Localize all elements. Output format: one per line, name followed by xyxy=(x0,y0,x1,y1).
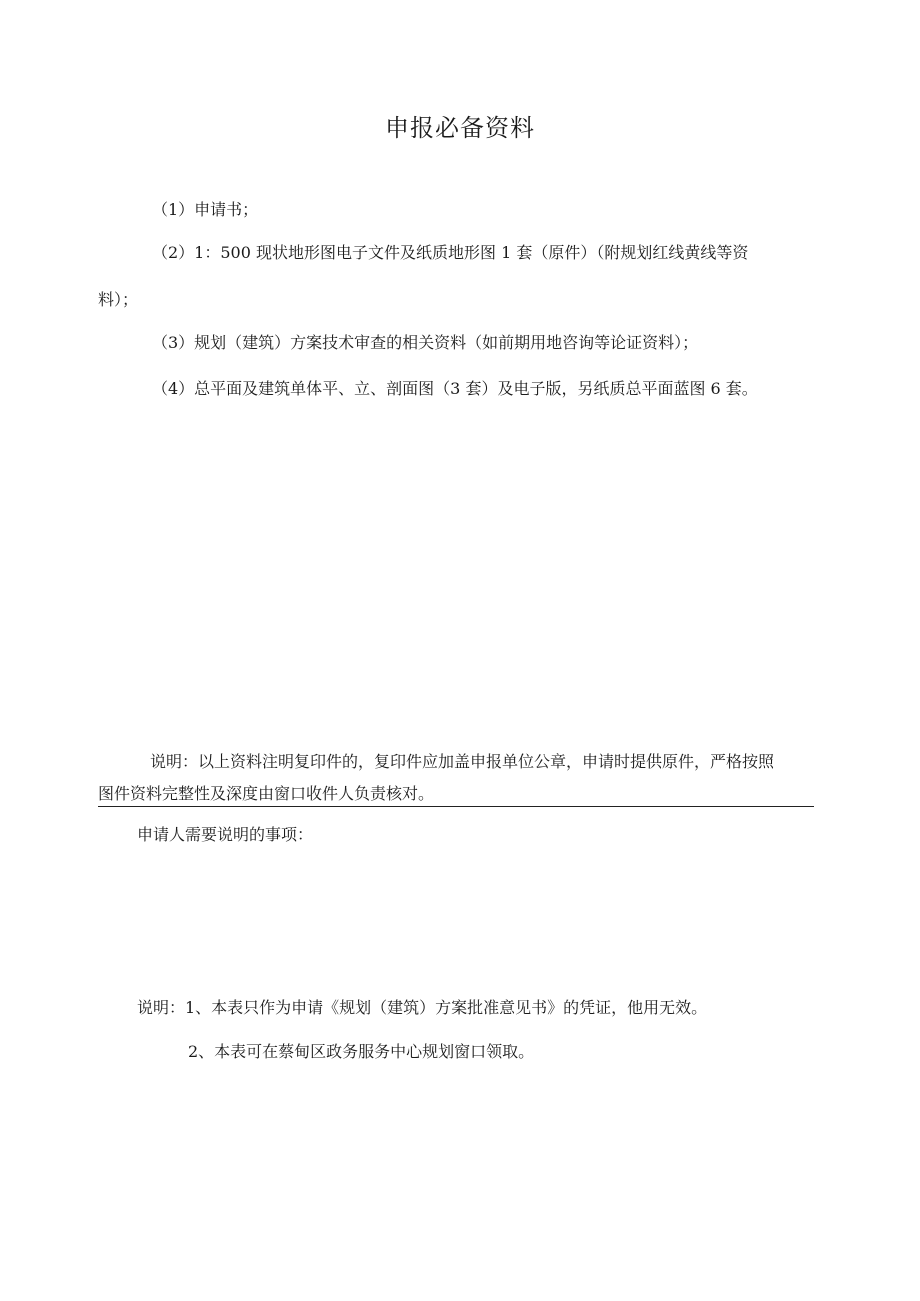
page-title: 申报必备资料 xyxy=(385,114,535,142)
applicant-remarks-label: 申请人需要说明的事项： xyxy=(137,825,314,844)
requirement-item-3: （3）规划（建筑）方案技术审查的相关资料（如前期用地咨询等论证资料）； xyxy=(152,333,699,352)
requirement-item-2: （2）1：500 现状地形图电子文件及纸质地形图 1 套（原件）（附规划红线黄线等资 xyxy=(152,243,749,262)
footer-note-line-1: 说明：1、本表只作为申请《规划（建筑）方案批准意见书》的凭证，他用无效。 xyxy=(137,998,708,1017)
footer-note-line-2: 2、本表可在蔡甸区政务服务中心规划窗口领取。 xyxy=(188,1042,535,1061)
requirement-item-2-continuation: 料）； xyxy=(98,290,139,309)
materials-note-line-1: 说明：以上资料注明复印件的，复印件应加盖申报单位公章，申请时提供原件，严格按照 xyxy=(150,752,775,771)
section-divider xyxy=(98,806,814,807)
materials-note-line-2: 图件资料完整性及深度由窗口收件人负责核对。 xyxy=(98,784,435,803)
requirement-item-4: （4）总平面及建筑单体平、立、剖面图（3 套）及电子版，另纸质总平面蓝图 6 套。 xyxy=(152,379,758,398)
requirement-item-1: （1）申请书； xyxy=(152,200,259,219)
